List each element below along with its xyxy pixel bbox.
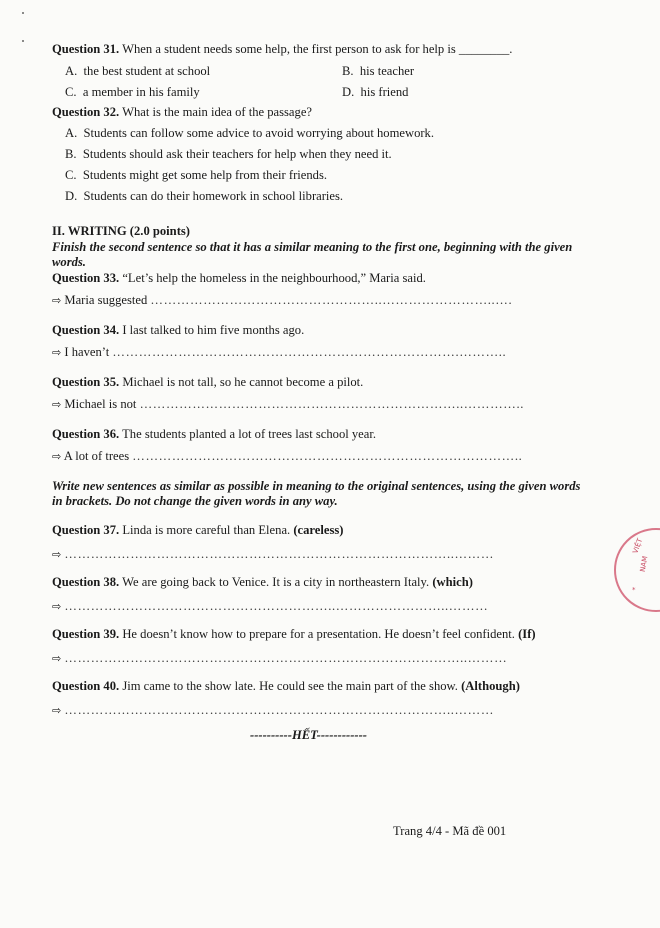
instruction-line: in brackets. Do not change the given words in any way. [52,494,338,508]
given-word: (Although) [461,679,520,693]
option-b [342,63,414,79]
question-number: Question 31. [52,42,120,56]
question-text: I last talked to him five months ago. [119,323,305,337]
seal-text: VIỆT [631,537,645,555]
answer-dots: ………………………………………………………………..………….. [139,397,524,411]
question-text: We are going back to Venice. It is a city in northeastern Italy. [119,575,433,589]
answer-line[interactable] [52,448,522,465]
option-letter: D. [65,189,78,203]
question-number: Question 34. [52,323,120,337]
answer-prefix: Maria suggested [64,293,151,307]
question-number: Question 35. [52,375,120,389]
instruction-line: Write new sentences as similar as possible in meaning to the original sentences, using the given words [52,479,581,493]
question-number: Question 39. [52,627,120,641]
given-word: (careless) [293,523,344,537]
answer-dots: ……………………………………………..……………………..…. [150,293,513,307]
question-number: Question 32. [52,105,120,119]
seal-star: * [632,586,636,594]
answer-line[interactable] [52,546,494,563]
option-letter: A. [65,126,78,140]
arrow-right-icon: ⇨ [52,398,62,411]
option-c [65,167,327,183]
instruction-line: Finish the second sentence so that it has a similar meaning to the first one, beginning with the given [52,240,573,254]
option-letter: C. [65,85,77,99]
option-letter: C. [65,168,77,182]
option-text: Students should ask their teachers for help when they need it. [82,147,392,161]
question-number: Question 40. [52,679,120,693]
question-37 [52,522,343,538]
scan-speck [22,40,24,42]
question-31 [52,41,512,57]
answer-prefix: Michael is not [64,397,140,411]
question-text: He doesn’t know how to prepare for a presentation. He doesn’t feel confident. [119,627,519,641]
arrow-right-icon: ⇨ [52,548,62,561]
question-33 [52,270,426,286]
question-text: What is the main idea of the passage? [122,105,312,119]
option-d [65,188,343,204]
question-text: “Let’s help the homeless in the neighbourhood,” Maria said. [119,271,426,285]
question-number: Question 38. [52,575,120,589]
option-letter: B. [342,64,354,78]
page-footer: Trang 4/4 - Mã đề 001 [393,824,507,838]
question-38 [52,574,473,590]
option-c [65,84,200,100]
question-35 [52,374,363,390]
question-text: When a student needs some help, the first person to ask for help is ________. [122,42,513,56]
arrow-right-icon: ⇨ [52,652,62,665]
option-b [65,146,392,162]
seal-text: NAM [638,555,650,573]
end-marker: ----------HẾT------------ [250,728,367,742]
answer-prefix: I haven’t [64,345,113,359]
answer-line[interactable] [52,598,488,615]
option-text: the best student at school [83,64,211,78]
question-text: Michael is not tall, so he cannot become a pilot. [119,375,364,389]
answer-line[interactable] [52,344,506,361]
answer-dots: ………………………………………………………………………………..……… [64,651,508,665]
option-text: Students might get some help from their friends. [82,168,327,182]
option-a [65,125,434,141]
answer-line[interactable] [52,396,524,413]
answer-dots: ……………………………………………………………………………..……… [64,547,495,561]
seal-stamp [614,528,660,612]
answer-dots: ……………………………………………………………………………..……… [64,703,495,717]
question-34 [52,322,304,338]
option-text: Students can follow some advice to avoid worrying about homework. [83,126,435,140]
answer-dots: ……………………………………………………..……………………..……… [64,599,489,613]
option-text: his teacher [359,64,415,78]
answer-line[interactable] [52,650,507,667]
question-32 [52,104,312,120]
instruction-line: words. [52,255,86,269]
question-36 [52,426,376,442]
answer-prefix: A lot of trees [63,449,133,463]
question-text: Linda is more careful than Elena. [119,523,294,537]
question-number: Question 36. [52,427,120,441]
option-d [342,84,408,100]
option-letter: D. [342,85,355,99]
option-letter: A. [65,64,78,78]
option-letter: B. [65,147,77,161]
given-word: (If) [518,627,536,641]
answer-dots: …………………………………………………………………….……….. [112,345,507,359]
arrow-right-icon: ⇨ [52,294,62,307]
arrow-right-icon: ⇨ [52,704,62,717]
arrow-right-icon: ⇨ [52,346,62,359]
question-text: Jim came to the show late. He could see the main part of the show. [119,679,462,693]
option-a [65,63,210,79]
question-text: The students planted a lot of trees last school year. [119,427,377,441]
answer-line[interactable] [52,702,494,719]
arrow-right-icon: ⇨ [52,450,62,463]
question-number: Question 33. [52,271,120,285]
question-39 [52,626,536,642]
arrow-right-icon: ⇨ [52,600,62,613]
question-40 [52,678,520,694]
option-text: Students can do their homework in school libraries. [83,189,344,203]
given-word: (which) [432,575,473,589]
question-number: Question 37. [52,523,120,537]
answer-dots: …………………………………………………………………………….. [132,449,523,463]
option-text: a member in his family [82,85,200,99]
scan-speck [22,12,24,14]
option-text: his friend [360,85,409,99]
answer-line[interactable] [52,292,512,309]
section-heading: II. WRITING (2.0 points) [52,224,190,238]
